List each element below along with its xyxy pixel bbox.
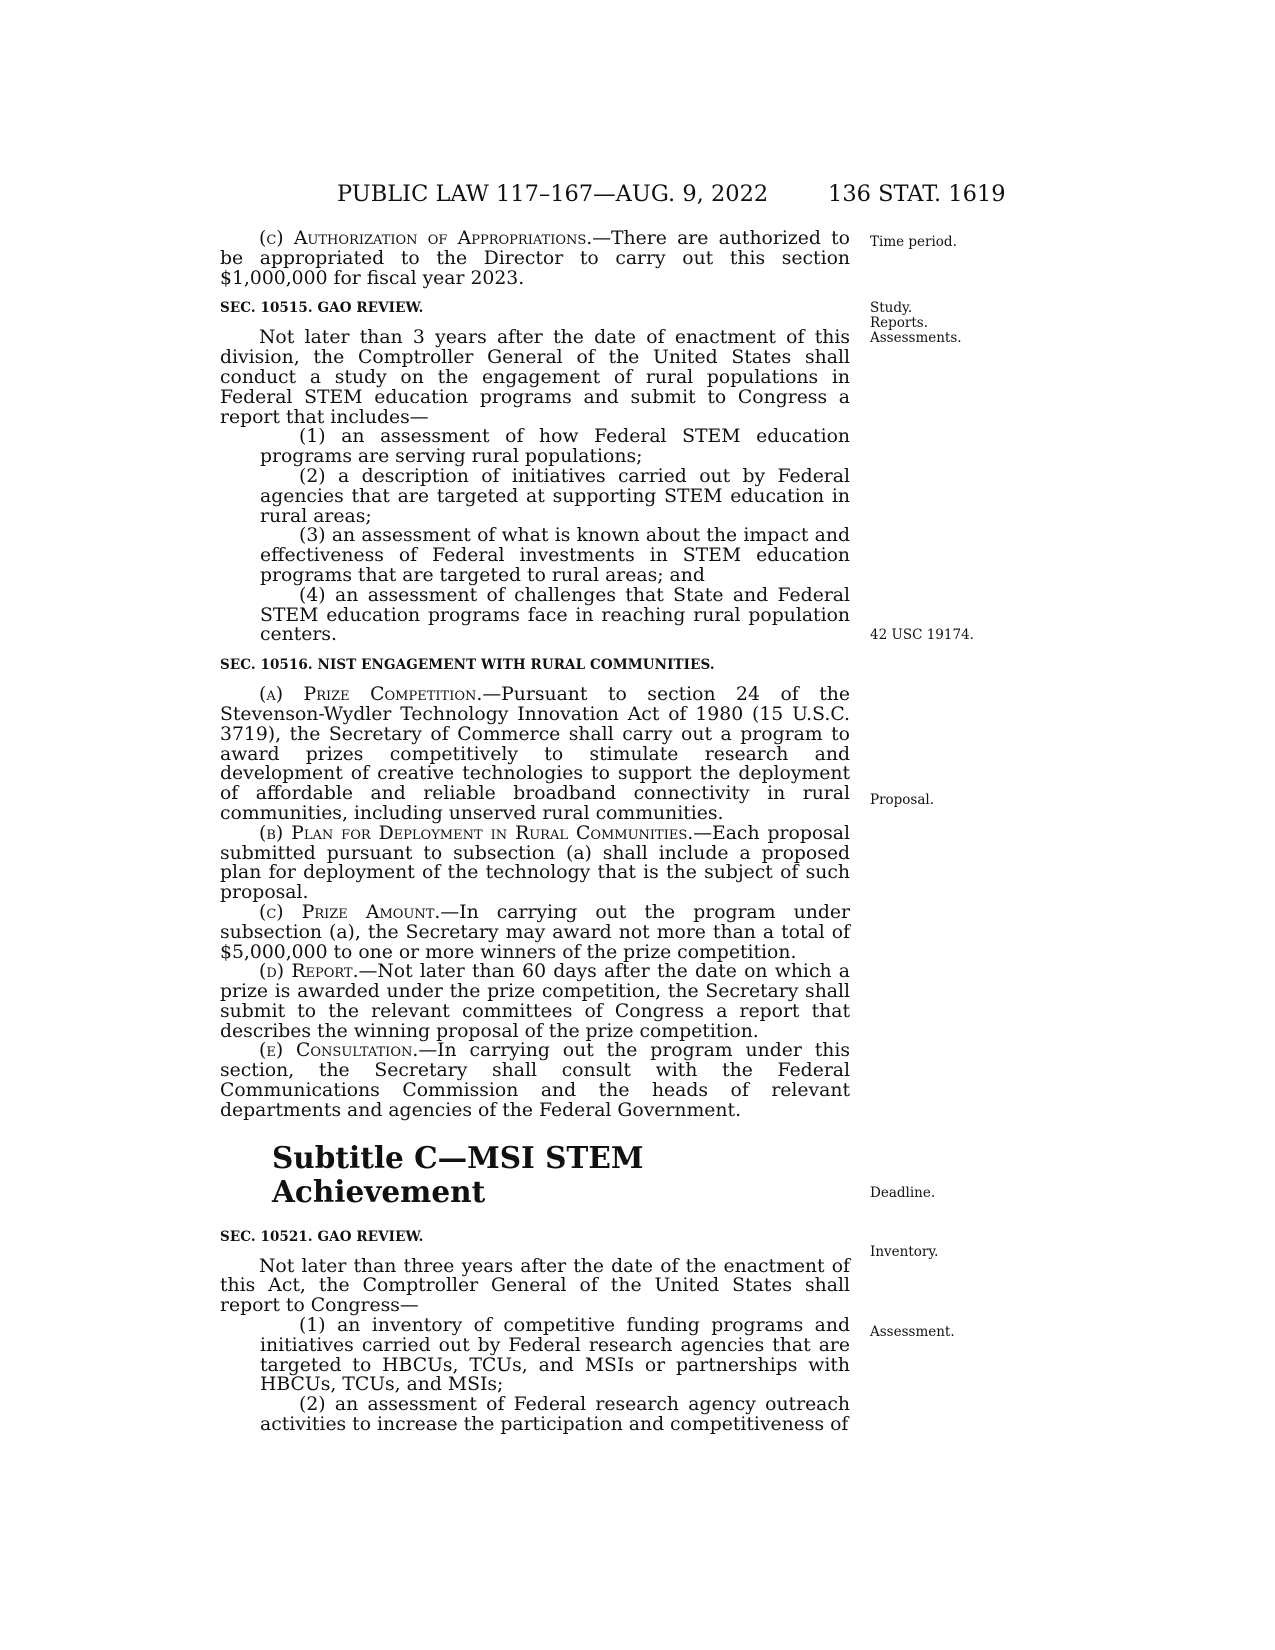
subsection-text: —Each proposal submitted pursuant to subsection (a) shall include a proposed plan for deployment of the technology that is the subject of such proposal. — [220, 822, 850, 904]
margin-note-study: Study. — [870, 300, 913, 316]
subsection-text: —In carrying out the program under this section, the Secretary shall consult with the Federal Communications Commission and the heads of relevant departments and agencies of the Federal Government. — [220, 1040, 850, 1121]
margin-note-usc: 42 USC 19174. — [870, 627, 974, 643]
margin-note-proposal: Proposal. — [870, 792, 935, 808]
subsection-label: (c) Prize Amount. — [259, 901, 441, 923]
section-10521-item: (2) an assessment of Federal research agency outreach activities to increase the participation and competitiveness of — [260, 1394, 850, 1436]
margin-note-reports: Reports. — [870, 315, 929, 331]
page-header — [0, 181, 1275, 211]
section-10521-intro: Not later than three years after the date of the enactment of this Act, the Comptroller General of the United States shall report to Congress— — [220, 1255, 850, 1317]
subtitle-heading: Subtitle C—MSI STEM Achievement — [272, 1139, 644, 1209]
margin-note-inventory: Inventory. — [870, 1244, 939, 1260]
subsection-text: —Pursuant to section 24 of the Stevenson-Wydler Technology Innovation Act of 1980 (15 U.S.C. 3719), the Secretary of Commerce shall carry out a program to award prizes competitively to stimulate research and development of creative technologies to support the deployment of affordable and reliable broadband connectivity in rural communities, including unserved rural communities. — [220, 684, 850, 824]
margin-note-deadline: Deadline. — [870, 1185, 936, 1201]
subsection-label: (d) Report. — [259, 961, 359, 983]
margin-note-time-period: Time period. — [870, 234, 957, 250]
section-10515-item: (1) an assessment of how Federal STEM education programs are serving rural populations; — [260, 426, 850, 468]
subsection-text: —Not later than 60 days after the date on which a prize is awarded under the prize competition, the Secretary shall submit to the relevant committees of Congress a report that describes the winning proposal of the prize competition. — [220, 961, 850, 1042]
running-head-title: PUBLIC LAW 117–167—AUG. 9, 2022 — [337, 181, 769, 207]
margin-note-assessments: Assessments. — [870, 330, 962, 346]
main-text — [220, 229, 850, 1435]
subsection-d-report — [220, 962, 850, 1041]
section-10515-intro: Not later than 3 years after the date of enactment of this division, the Comptroller General of the United States shall conduct a study on the engagement of rural populations in Federal STEM education programs and submit to Congress a report that includes— — [220, 327, 850, 428]
subsection-text: —In carrying out the program under subsection (a), the Secretary may award not more than a total of $5,000,000 to one or more winners of the prize competition. — [220, 901, 850, 963]
statute-page-number: 136 STAT. 1619 — [828, 181, 1006, 207]
subsection-label: (a) Prize Competition. — [259, 684, 483, 706]
section-heading-10516: SEC. 10516. NIST ENGAGEMENT WITH RURAL COMMUNITIES. — [220, 657, 715, 674]
subsection-c-prize-amount — [220, 903, 850, 962]
subsection-b-plan — [220, 824, 850, 903]
margin-note-assessment: Assessment. — [870, 1324, 955, 1340]
paragraph-c-authorization — [220, 229, 850, 288]
paragraph-label: (c) Authorization of Appropriations. — [259, 228, 593, 249]
section-10515-item: (4) an assessment of challenges that State and Federal STEM education programs face in reaching rural population centers. — [260, 584, 850, 646]
paragraph-text: —There are authorized to be appropriated to the Director to carry out this section $1,000,000 for fiscal year 2023. — [220, 228, 850, 289]
section-heading-10515: SEC. 10515. GAO REVIEW. — [220, 300, 424, 317]
section-heading-10521: SEC. 10521. GAO REVIEW. — [220, 1228, 424, 1245]
subsection-label: (e) Consultation. — [259, 1040, 419, 1062]
section-10521-item: (1) an inventory of competitive funding programs and initiatives carried out by Federal research agencies that are targeted to HBCUs, TCUs, and MSIs or partnerships with HBCUs, TCUs, and MSIs; — [260, 1315, 850, 1396]
subsection-a-prize-competition — [220, 685, 850, 824]
section-10515-item: (2) a description of initiatives carried out by Federal agencies that are targeted at supporting STEM education in rural areas; — [260, 465, 850, 527]
section-10515-item: (3) an assessment of what is known about the impact and effectiveness of Federal investments in STEM education programs that are targeted to rural areas; and — [260, 525, 850, 586]
subsection-label: (b) Plan for Deployment in Rural Communities. — [259, 822, 694, 844]
subsection-e-consultation — [220, 1041, 850, 1120]
